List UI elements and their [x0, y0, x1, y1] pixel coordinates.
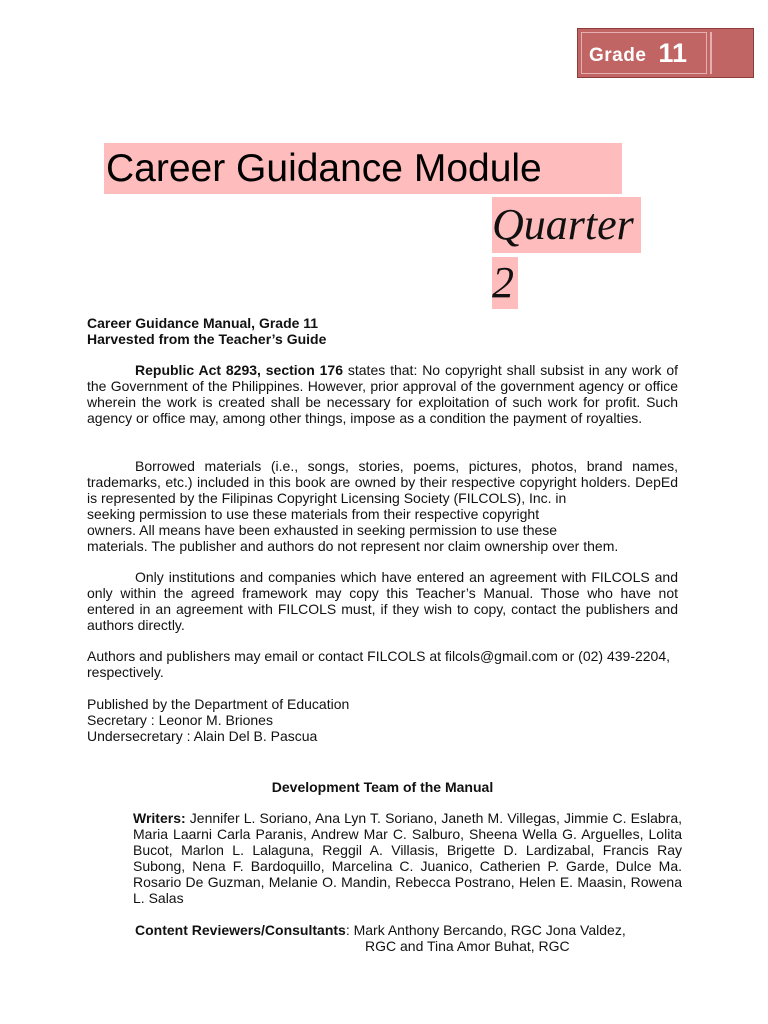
reviewers-line2: RGC and Tina Amor Buhat, RGC [365, 938, 570, 954]
manual-heading [87, 315, 678, 347]
grade-badge-label [581, 32, 707, 74]
copyright-text: states that: No copyright shall subsist in any work of the Government of the Philippines. However, prior approval of the government agency or office wherein the work is created shall be necessary for exploitation of such work for profit. Such agency or office may, among other things, impose as a condition the payment of royalties. [87, 362, 678, 426]
reviewers-line1: : Mark Anthony Bercando, RGC Jona Valdez, [345, 922, 626, 938]
contact-paragraph: Authors and publishers may email or contact FILCOLS at filcols@gmail.com or (02) 439-2204, respectively. [87, 648, 671, 680]
borrowed-line3: owners. All means have been exhausted in seeking permission to use these [87, 522, 558, 538]
publisher-info [87, 696, 678, 744]
quarter-number: 2 [492, 257, 518, 309]
copyright-paragraph [87, 362, 678, 426]
borrowed-line1: Borrowed materials (i.e., songs, stories, poems, pictures, photos, brand names, trademarks, etc.) included in this book are owned by their respective copyright holders. DepEd is represented by the Filipinas Copyright Licensing Society (FILCOLS), Inc. in [87, 458, 678, 506]
quarter-label: Quarter [492, 197, 641, 253]
writers-names: Jennifer L. Soriano, Ana Lyn T. Soriano, Janeth M. Villegas, Jimmie C. Eslabra, Maria Laarni Carla Paranis, Andrew Mar C. Salburo, Sheena Wella G. Arguelles, Lolita Bucot, Marlon L. Lalaguna, Reggil A. Villasis, Brigette D. Lardizabal, Francis Ray Subong, Nena F. Bardoquillo, Marcelina C. Juanico, Catherien P. Garde, Dulce Ma. Rosario De Guzman, Melanie O. Mandin, Rebecca Postrano, Helen E. Maasin, Rowena L. Salas [133, 810, 682, 906]
manual-heading-line1: Career Guidance Manual, Grade 11 [87, 315, 319, 331]
writers-label: Writers: [133, 810, 186, 826]
grade-word: Grade [589, 44, 647, 66]
dev-team-heading: Development Team of the Manual [271, 779, 494, 795]
manual-heading-line2: Harvested from the Teacher’s Guide [87, 331, 327, 347]
copyright-act: Republic Act 8293, section 176 [135, 362, 344, 378]
institutions-paragraph: Only institutions and companies which have entered an agreement with FILCOLS and only within the agreed framework may copy this Teacher’s Manual. Those who have not entered in an agreement with FILCOLS must, if they wish to copy, contact the publishers and authors directly. [87, 569, 678, 633]
module-title: Career Guidance Module [104, 143, 622, 194]
borrowed-line2: seeking permission to use these materials from their respective copyright [87, 506, 540, 522]
undersecretary-line: Undersecretary : Alain Del B. Pascua [87, 728, 318, 744]
publisher-line: Published by the Department of Education [87, 696, 350, 712]
secretary-line: Secretary : Leonor M. Briones [87, 712, 273, 728]
grade-number: 11 [658, 37, 687, 68]
grade-badge-tab [710, 32, 750, 74]
reviewers-paragraph [135, 922, 695, 954]
borrowed-paragraph [87, 458, 678, 554]
writers-paragraph [133, 810, 682, 906]
grade-badge [577, 28, 754, 78]
reviewers-label: Content Reviewers/Consultants [135, 922, 346, 938]
borrowed-line4: materials. The publisher and authors do not represent nor claim ownership over them. [87, 538, 619, 554]
